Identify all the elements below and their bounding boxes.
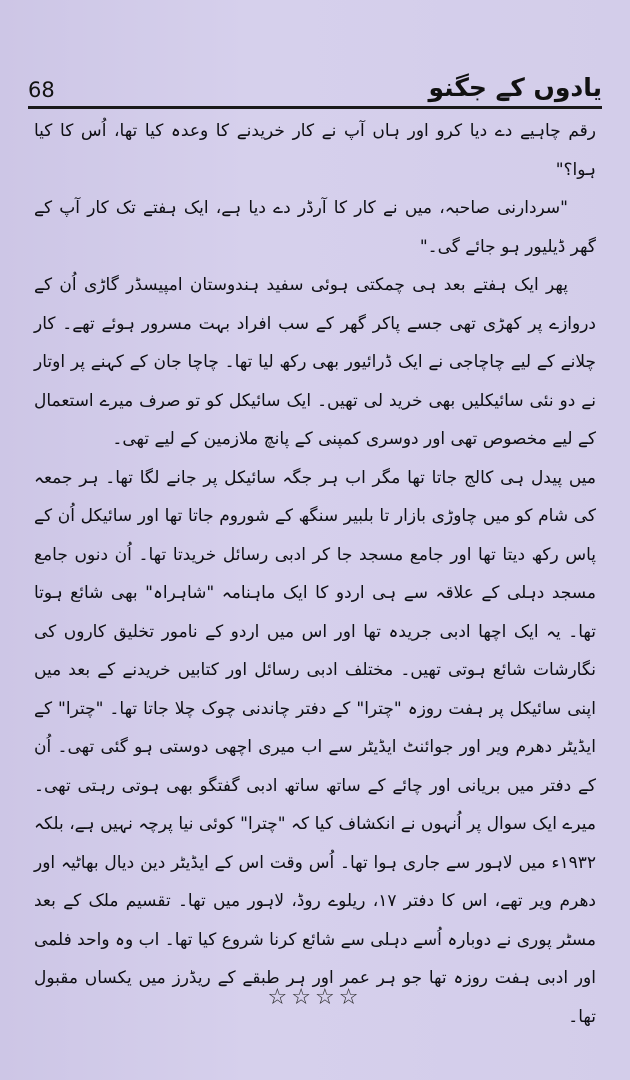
page-header: [28, 62, 602, 102]
running-title: یادوں کے جگنو: [428, 73, 602, 102]
section-break-ornament: ☆☆☆☆: [267, 985, 363, 1010]
body-text: [34, 112, 596, 1036]
header-rule: [28, 106, 602, 109]
page-number: 68: [28, 78, 55, 102]
paragraph: میں پیدل ہی کالج جاتا تھا مگر اب ہر جگہ سائیکل پر جانے لگا تھا۔ ہر جمعہ کی شام کو میں چاوڑی بازار تا بلبیر سنگھ کے شوروم جاتا تھا اور سائیکل اُن کے پاس رکھ دیتا تھا اور جامع مسجد جا کر ادبی رسائل خریدتا تھا۔ اُن دنوں جامع مسجد دہلی کے علاقہ سے ہی اردو کا ایک ماہنامہ "شاہراہ" بھی شائع ہوتا تھا۔ یہ ایک اچھا ادبی جریدہ تھا اور اس میں اردو کے نامور تخلیق کاروں کی نگارشات شائع ہوتی تھیں۔ مختلف ادبی رسائل اور کتابیں خریدنے کے بعد میں اپنی سائیکل پر ہفت روزہ "چترا" کے دفتر چاندنی چوک چلا جاتا تھا۔ "چترا" کے ایڈیٹر دھرم ویر اور جوائنٹ ایڈیٹر سے اب میری اچھی دوستی ہو گئی تھی۔ اُن کے دفتر میں بریانی اور چائے کے ساتھ ساتھ ادبی گفتگو بھی ہوتی رہتی تھی۔ میرے ایک سوال پر اُنہوں نے انکشاف کیا کہ "چترا" کوئی نیا پرچہ نہیں ہے، بلکہ ۱۹۳۲ء میں لاہور سے جاری ہوا تھا۔ اُس وقت اس کے ایڈیٹر دین دیال بھاٹیہ اور دھرم ویر تھے، اس کا دفتر ۱۷، ریلوے روڈ، لاہور میں تھا۔ تقسیم ملک کے بعد مسٹر پوری نے دوبارہ اُسے دہلی سے شائع کرنا شروع کیا تھا۔ اب وہ واحد فلمی اور ادبی ہفت روزہ تھا جو ہر عمر اور ہر طبقے کے ریڈرز میں یکساں مقبول تھا۔: [34, 467, 597, 1027]
paragraph: "سردارنی صاحبہ، میں نے کار کا آرڈر دے دیا ہے، ایک ہفتے تک کار آپ کے گھر ڈیلیور ہو جائے گی۔": [34, 198, 596, 257]
paragraph: پھر ایک ہفتے بعد ہی چمکتی ہوئی سفید ہندوستان امپیسڈر گاڑی اُن کے دروازے پر کھڑی تھی جسے پاکر گھر کے سب افراد بہت مسرور ہوئے تھے۔ کار چلانے کے لیے چاچاجی نے ایک ڈرائیور بھی رکھ لیا تھا۔ چاچا جان کے کہنے پر اوتار نے دو نئی سائیکلیں بھی خرید لی تھیں۔ ایک سائیکل کو تو صرف میرے استعمال کے لیے مخصوص تھی اور دوسری کمپنی کے پانچ ملازمین کے لیے تھی۔: [34, 275, 596, 449]
paragraph: رقم چاہیے دے دیا کرو اور ہاں آپ نے کار خریدنے کا وعدہ کیا تھا، اُس کا کیا ہوا؟": [34, 121, 596, 180]
